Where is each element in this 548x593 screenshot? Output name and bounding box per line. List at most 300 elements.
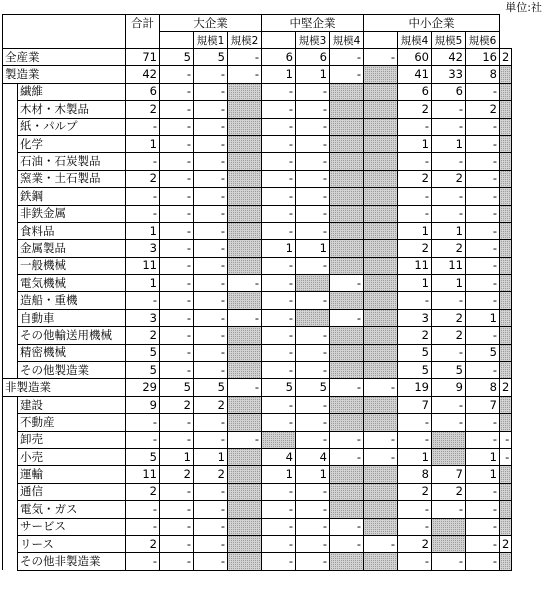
shaded-cell — [364, 275, 398, 292]
table-row — [3, 222, 512, 239]
value-cell: - — [126, 431, 160, 448]
row-indent — [3, 466, 18, 483]
value-cell: - — [194, 535, 228, 552]
row-indent — [3, 518, 18, 535]
header-scale: 規模5 — [432, 32, 466, 49]
value-cell: 2 — [500, 379, 512, 396]
shaded-cell — [500, 153, 512, 170]
value-cell: - — [194, 188, 228, 205]
value-cell: - — [262, 205, 296, 222]
value-cell: - — [160, 66, 194, 83]
row-indent — [3, 135, 18, 152]
value-cell: - — [432, 205, 466, 222]
shaded-cell — [364, 257, 398, 274]
row-indent — [3, 292, 18, 309]
value-cell: 4 — [262, 448, 296, 465]
value-cell: 7 — [398, 396, 432, 413]
value-cell: - — [466, 205, 500, 222]
shaded-cell — [296, 275, 330, 292]
shaded-cell — [228, 535, 262, 552]
value-cell: - — [262, 327, 296, 344]
value-cell: 2 — [500, 49, 512, 66]
value-cell: - — [432, 553, 466, 570]
value-cell: - — [160, 483, 194, 500]
industry-name: リース — [18, 535, 126, 552]
shaded-cell — [330, 188, 364, 205]
value-cell: - — [160, 553, 194, 570]
value-cell: - — [160, 518, 194, 535]
value-cell: 8 — [466, 379, 500, 396]
value-cell: - — [160, 170, 194, 187]
industry-name: 窯業・土石製品 — [18, 170, 126, 187]
value-cell: 33 — [432, 66, 466, 83]
value-cell: - — [500, 448, 512, 465]
row-indent — [3, 448, 18, 465]
value-cell: - — [194, 222, 228, 239]
shaded-cell — [364, 66, 398, 83]
row-indent — [3, 257, 18, 274]
value-cell: - — [262, 153, 296, 170]
value-cell: 9 — [432, 379, 466, 396]
industry-name: 木材・木製品 — [18, 101, 126, 118]
header-medium: 中堅企業 — [262, 15, 364, 32]
value-cell: - — [364, 448, 398, 465]
shaded-cell — [364, 309, 398, 326]
value-cell: 6 — [126, 83, 160, 100]
value-cell: 19 — [398, 379, 432, 396]
table-row — [3, 396, 512, 413]
value-cell: 2 — [432, 483, 466, 500]
table-row — [3, 83, 512, 100]
table-row — [3, 327, 512, 344]
shaded-cell — [364, 344, 398, 361]
value-cell: - — [194, 135, 228, 152]
value-cell: 1 — [432, 135, 466, 152]
value-cell: 9 — [126, 396, 160, 413]
value-cell: 1 — [126, 222, 160, 239]
value-cell: - — [262, 535, 296, 552]
header-scale: 規模4 — [398, 32, 432, 49]
shaded-cell — [228, 414, 262, 431]
value-cell: 1 — [296, 66, 330, 83]
table-row — [3, 518, 512, 535]
value-cell: - — [466, 83, 500, 100]
value-cell: 2 — [126, 170, 160, 187]
shaded-cell — [228, 135, 262, 152]
value-cell: - — [466, 501, 500, 518]
shaded-cell — [364, 240, 398, 257]
shaded-cell — [228, 344, 262, 361]
value-cell: - — [364, 49, 398, 66]
value-cell: 1 — [194, 448, 228, 465]
value-cell: - — [228, 49, 262, 66]
value-cell: 7 — [466, 396, 500, 413]
row-indent — [3, 222, 18, 239]
shaded-cell — [330, 362, 364, 379]
shaded-cell — [330, 170, 364, 187]
value-cell: 5 — [126, 448, 160, 465]
value-cell: 7 — [432, 466, 466, 483]
value-cell: - — [398, 205, 432, 222]
value-cell: - — [398, 153, 432, 170]
value-cell: 2 — [398, 170, 432, 187]
value-cell: - — [296, 257, 330, 274]
shaded-cell — [330, 153, 364, 170]
row-indent — [3, 83, 18, 100]
value-cell: 41 — [398, 66, 432, 83]
value-cell: - — [126, 414, 160, 431]
shaded-cell — [500, 553, 512, 570]
value-cell: - — [194, 83, 228, 100]
table-row — [3, 344, 512, 361]
value-cell: 2 — [160, 466, 194, 483]
industry-name: 自動車 — [18, 309, 126, 326]
value-cell: 2 — [432, 309, 466, 326]
value-cell: - — [160, 118, 194, 135]
shaded-cell — [500, 118, 512, 135]
value-cell: - — [296, 535, 330, 552]
table-row — [3, 309, 512, 326]
value-cell: - — [194, 153, 228, 170]
shaded-cell — [500, 101, 512, 118]
shaded-cell — [364, 327, 398, 344]
value-cell: - — [398, 292, 432, 309]
value-cell: 11 — [126, 466, 160, 483]
shaded-cell — [500, 257, 512, 274]
value-cell: - — [432, 153, 466, 170]
value-cell: - — [296, 501, 330, 518]
table-row — [3, 118, 512, 135]
shaded-cell — [364, 170, 398, 187]
table-row — [3, 101, 512, 118]
value-cell: - — [126, 205, 160, 222]
row-indent — [3, 535, 18, 552]
value-cell: - — [160, 501, 194, 518]
table-row — [3, 362, 512, 379]
industry-name: その他製造業 — [18, 362, 126, 379]
shaded-cell — [500, 292, 512, 309]
value-cell: - — [466, 153, 500, 170]
value-cell: 71 — [126, 49, 160, 66]
value-cell: 2 — [126, 483, 160, 500]
header-scale: 規模3 — [296, 32, 330, 49]
value-cell: - — [160, 362, 194, 379]
value-cell: 1 — [296, 240, 330, 257]
shaded-cell — [364, 118, 398, 135]
value-cell: 1 — [126, 135, 160, 152]
table-row — [3, 240, 512, 257]
table-row — [3, 553, 512, 570]
value-cell: - — [160, 414, 194, 431]
value-cell: 2 — [160, 396, 194, 413]
value-cell: - — [432, 292, 466, 309]
shaded-cell — [364, 101, 398, 118]
value-cell: 5 — [126, 344, 160, 361]
industry-name: その他非製造業 — [18, 553, 126, 570]
row-indent — [3, 362, 18, 379]
shaded-cell — [330, 414, 364, 431]
table-row — [3, 501, 512, 518]
shaded-cell — [364, 135, 398, 152]
shaded-cell — [228, 362, 262, 379]
table-row — [3, 431, 512, 448]
shaded-cell — [500, 396, 512, 413]
shaded-cell — [228, 222, 262, 239]
shaded-cell — [330, 327, 364, 344]
value-cell: - — [228, 309, 262, 326]
shaded-cell — [330, 553, 364, 570]
value-cell: - — [194, 170, 228, 187]
value-cell: - — [432, 396, 466, 413]
value-cell: - — [398, 553, 432, 570]
value-cell: - — [194, 327, 228, 344]
value-cell: - — [194, 483, 228, 500]
shaded-cell — [500, 83, 512, 100]
value-cell: - — [262, 257, 296, 274]
value-cell: - — [466, 362, 500, 379]
shaded-cell — [228, 205, 262, 222]
shaded-cell — [364, 553, 398, 570]
value-cell: - — [126, 153, 160, 170]
value-cell: - — [330, 379, 364, 396]
shaded-cell — [500, 135, 512, 152]
value-cell: - — [160, 240, 194, 257]
value-cell: - — [364, 535, 398, 552]
row-indent — [3, 275, 18, 292]
shaded-cell — [330, 135, 364, 152]
row-indent — [3, 240, 18, 257]
value-cell: - — [432, 501, 466, 518]
header-scale: 規模6 — [466, 32, 500, 49]
value-cell: - — [160, 188, 194, 205]
industry-name: 電気・ガス — [18, 501, 126, 518]
value-cell: - — [296, 344, 330, 361]
value-cell: - — [194, 292, 228, 309]
value-cell: 2 — [432, 327, 466, 344]
value-cell: - — [296, 362, 330, 379]
value-cell: 2 — [500, 535, 512, 552]
value-cell: - — [296, 414, 330, 431]
value-cell: 2 — [126, 327, 160, 344]
value-cell: 1 — [262, 66, 296, 83]
value-cell: - — [296, 327, 330, 344]
shaded-cell — [364, 501, 398, 518]
value-cell: - — [194, 101, 228, 118]
shaded-cell — [500, 327, 512, 344]
value-cell: - — [262, 118, 296, 135]
table-row — [3, 257, 512, 274]
value-cell: - — [262, 309, 296, 326]
industry-name: 金属製品 — [18, 240, 126, 257]
industry-name: サービス — [18, 518, 126, 535]
value-cell: 6 — [398, 83, 432, 100]
value-cell: - — [262, 222, 296, 239]
value-cell: - — [262, 292, 296, 309]
value-cell: - — [466, 292, 500, 309]
value-cell: - — [398, 118, 432, 135]
shaded-cell — [364, 205, 398, 222]
shaded-cell — [228, 188, 262, 205]
shaded-cell — [228, 118, 262, 135]
value-cell: 2 — [398, 483, 432, 500]
row-indent — [3, 309, 18, 326]
companies-table — [2, 14, 512, 571]
value-cell: - — [398, 431, 432, 448]
value-cell: - — [262, 553, 296, 570]
value-cell: - — [262, 275, 296, 292]
value-cell: - — [296, 483, 330, 500]
value-cell: - — [194, 518, 228, 535]
shaded-cell — [364, 83, 398, 100]
value-cell: - — [262, 135, 296, 152]
value-cell: - — [466, 414, 500, 431]
value-cell: - — [296, 553, 330, 570]
value-cell: - — [194, 414, 228, 431]
shaded-cell — [228, 448, 262, 465]
value-cell: - — [126, 553, 160, 570]
value-cell: 1 — [160, 448, 194, 465]
table-row — [3, 188, 512, 205]
value-cell: - — [296, 170, 330, 187]
value-cell: - — [296, 118, 330, 135]
value-cell: - — [466, 118, 500, 135]
value-cell: 2 — [126, 535, 160, 552]
shaded-cell — [364, 188, 398, 205]
shaded-cell — [500, 170, 512, 187]
shaded-cell — [228, 466, 262, 483]
industry-name: 一般機械 — [18, 257, 126, 274]
value-cell: - — [398, 188, 432, 205]
value-cell: - — [262, 414, 296, 431]
value-cell: - — [160, 275, 194, 292]
value-cell: - — [296, 292, 330, 309]
row-indent — [3, 170, 18, 187]
value-cell: - — [296, 153, 330, 170]
value-cell: - — [466, 257, 500, 274]
shaded-cell — [330, 466, 364, 483]
shaded-cell — [500, 483, 512, 500]
row-indent — [3, 344, 18, 361]
industry-name: 紙・パルプ — [18, 118, 126, 135]
value-cell: - — [194, 240, 228, 257]
value-cell: - — [296, 101, 330, 118]
shaded-cell — [364, 222, 398, 239]
shaded-cell — [228, 518, 262, 535]
value-cell: - — [296, 205, 330, 222]
industry-name: 鉄鋼 — [18, 188, 126, 205]
value-cell: - — [466, 240, 500, 257]
value-cell: 42 — [126, 66, 160, 83]
value-cell: 3 — [126, 240, 160, 257]
value-cell: 3 — [126, 309, 160, 326]
header-large-subtotal — [160, 32, 194, 49]
unit-label: 単位:社 — [505, 1, 542, 14]
value-cell: 1 — [398, 222, 432, 239]
shaded-cell — [500, 344, 512, 361]
section-row — [3, 49, 512, 66]
value-cell: 4 — [296, 448, 330, 465]
value-cell: - — [330, 275, 364, 292]
value-cell: - — [466, 327, 500, 344]
value-cell: 2 — [432, 240, 466, 257]
value-cell: - — [228, 66, 262, 83]
value-cell: 5 — [296, 379, 330, 396]
value-cell: - — [228, 379, 262, 396]
section-row — [3, 66, 512, 83]
value-cell: 5 — [432, 362, 466, 379]
shaded-cell — [228, 153, 262, 170]
shaded-cell — [330, 83, 364, 100]
value-cell: 5 — [262, 379, 296, 396]
value-cell: - — [466, 135, 500, 152]
value-cell: - — [364, 431, 398, 448]
header-total: 合計 — [126, 15, 160, 49]
value-cell: - — [330, 431, 364, 448]
value-cell: 1 — [398, 275, 432, 292]
value-cell: - — [262, 518, 296, 535]
row-indent — [3, 205, 18, 222]
value-cell: 1 — [398, 135, 432, 152]
table-row — [3, 153, 512, 170]
value-cell: - — [466, 431, 500, 448]
value-cell: 60 — [398, 49, 432, 66]
row-indent — [3, 483, 18, 500]
industry-name: 精密機械 — [18, 344, 126, 361]
row-indent — [3, 153, 18, 170]
shaded-cell — [500, 205, 512, 222]
value-cell: 5 — [194, 379, 228, 396]
header-small-subtotal — [364, 32, 398, 49]
header-row-groups — [3, 15, 512, 32]
row-indent — [3, 396, 18, 413]
shaded-cell — [500, 222, 512, 239]
industry-name: 食料品 — [18, 222, 126, 239]
value-cell: 29 — [126, 379, 160, 396]
value-cell: 11 — [398, 257, 432, 274]
shaded-cell — [432, 518, 466, 535]
shaded-cell — [228, 501, 262, 518]
shaded-cell — [330, 240, 364, 257]
value-cell: 1 — [126, 275, 160, 292]
shaded-cell — [228, 257, 262, 274]
shaded-cell — [330, 101, 364, 118]
value-cell: - — [194, 344, 228, 361]
section-title: 製造業 — [3, 66, 126, 83]
value-cell: - — [194, 501, 228, 518]
industry-name: 化学 — [18, 135, 126, 152]
value-cell: - — [160, 101, 194, 118]
shaded-cell — [228, 83, 262, 100]
header-large: 大企業 — [160, 15, 262, 32]
value-cell: - — [262, 501, 296, 518]
shaded-cell — [364, 292, 398, 309]
row-indent — [3, 327, 18, 344]
value-cell: 2 — [398, 327, 432, 344]
value-cell: 11 — [432, 257, 466, 274]
shaded-cell — [228, 396, 262, 413]
industry-name: 卸売 — [18, 431, 126, 448]
table-row — [3, 135, 512, 152]
shaded-cell — [262, 431, 296, 448]
shaded-cell — [500, 501, 512, 518]
shaded-cell — [330, 396, 364, 413]
value-cell: - — [330, 448, 364, 465]
shaded-cell — [364, 153, 398, 170]
value-cell: - — [398, 501, 432, 518]
industry-name: 建設 — [18, 396, 126, 413]
shaded-cell — [500, 275, 512, 292]
value-cell: 2 — [466, 101, 500, 118]
